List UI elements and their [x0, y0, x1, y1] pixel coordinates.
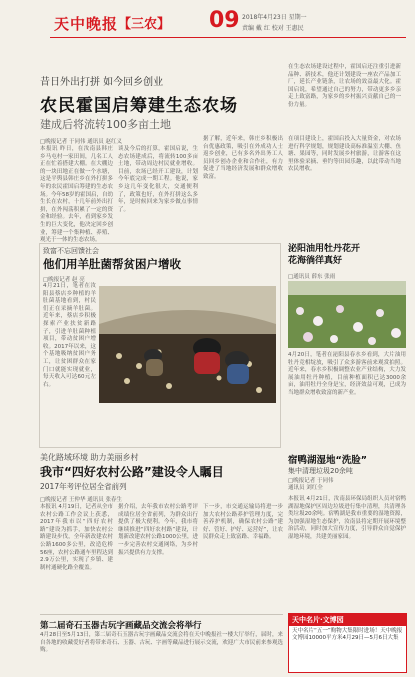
lead-byline: □晚报记者 于同伟 通讯员 赵红义: [40, 139, 122, 145]
story3-column-3: 下一步，市交通运输局将进一步加大农村公路养护管理力度，完善养护机制，确保农村公路“建好、管好、护好、运营好”，让农民群众走上致富路、幸福路。: [203, 504, 283, 541]
story3-column-2: 据介绍，去年我市农村公路考评成绩位居全省前列，为群众出行提供了极大便利。今年，我市将继续推进“四好农村路”建设，计划新改建农村公路1000公里，进一步完善农村交通网络，为乡村振兴提供有力支撑。: [118, 504, 198, 556]
wetland-byline: □晚报记者 于同伟 通讯员 刘红全: [288, 478, 334, 491]
story4-text: 4月28日至5月13日，第二届奇石玉器古玩字画藏品交流会将在天中晚报社一楼大厅举行，届时，来自各地的收藏爱好者将带来奇石、玉器、古玩、字画等藏品进行展示交流，欢迎广大市民前来参观选购。: [40, 632, 283, 654]
lead-subhead: 建成后将流转100多亩土地: [40, 118, 171, 131]
wetland-subhead: 集中清理垃圾20余吨: [288, 467, 353, 475]
ad-box[interactable]: [288, 613, 407, 673]
mushroom-greenhouse-photo: [99, 286, 276, 403]
lead-kicker: 昔日外出打拼 如今回乡创业: [40, 77, 164, 88]
lead-column-2: 谈及今后的打算，霍国启说，生态农场建成后，将流转100多亩土地，带动周边村民就业增收。目前，农场已经开工建设，计划今年底完成一期工程。他说，家乡这几年变化很大，交通便利了，政策也好，在外打拼这么多年，是时候回来为家乡做点事情了。: [118, 146, 198, 213]
masthead-rule: [50, 37, 406, 38]
story4-rule: [40, 614, 283, 615]
story3-kicker: 美化路域环境 助力美丽乡村: [40, 453, 139, 462]
peony-byline: □通讯员 薛东 张雨: [288, 274, 336, 280]
section-name: 【三农】: [118, 17, 171, 32]
ad-text: 天中名片“五一”购物大集限时进场！天中晚报文博园10000平方米4月29日—5月6日大集: [292, 628, 403, 641]
date-line: 2018年4月23日 星期一: [242, 14, 307, 21]
lead-column-4: 在项目建设上，霍国启投入大量资金，对农场进行科学规划，规划建设高标准温室大棚、鱼塘、果园等，同时发展乡村旅游，让游客在这里体验采摘、垂钓等田园乐趣，以此带动当地农民增收。: [288, 136, 401, 173]
story2-byline: □晚报记者 赵 亮: [43, 277, 85, 283]
wetland-text: 本报讯 4月21日，汝南县环保局组织人员对宿鸭湖湿地保护区周边垃圾进行集中清理，共清理各类垃圾20余吨。宿鸭湖是我市重要的湿地资源，为加强湿地生态保护，汝南县将定期开展环境整治活动，同时加大宣传力度，引导群众自觉保护湿地环境，共建美丽家园。: [288, 496, 406, 540]
right-top-text: 在生态农场建设过程中，霍国启还注重引进新品种、新技术，他还计划建设一座农产品加工厂，延长产业链条，让农场的效益最大化。霍国启说，希望通过自己的努力，带动更多乡亲走上致富路，为家乡的乡村振兴贡献自己的一份力量。: [288, 64, 401, 108]
story3-byline: □晚报记者 王仲华 通讯员 张春生: [40, 497, 122, 503]
story3-column-1: 本报讯 4月19日，记者从全市农村公路工作会议上获悉，2017年我市以“四好农村路”建设为抓手，加快农村公路建设步伐，全年新改建农村公路1600多公里，改造危桥56座，农村公路通车里程达到2.9万公里，实现了乡镇、建制村通硬化路全覆盖。: [40, 504, 113, 571]
lead-headline: 农民霍国启筹建生态农场: [40, 96, 238, 116]
lead-column-3: 据了解，近年来，韩庄乡积极出台优惠政策，吸引在外成功人士返乡创业，已有多名外出务工人员回乡创办企业和合作社，有力促进了当地经济发展和群众增收致富。: [203, 136, 283, 180]
peony-headline: 泌阳油用牡丹花开 花海徜徉真好: [288, 244, 361, 266]
story4-headline: 第二届奇石玉器古玩字画藏品交流会将举行: [40, 621, 202, 631]
editors-line: 责编 戴 红 校对 王惠民: [242, 25, 304, 32]
story2-kicker: 致富不忘回馈社会: [43, 247, 99, 255]
story3-headline: 我市“四好农村公路”建设令人瞩目: [40, 465, 224, 479]
ad-title: 天中名片·文博园: [289, 614, 406, 626]
masthead-logo: 天中晚报: [54, 15, 119, 33]
story3-subhead: 2017年考评位居全省前列: [40, 482, 127, 491]
wetland-headline: 宿鸭湖湿地“洗脸”: [288, 455, 367, 466]
peony-field-photo: [288, 281, 406, 348]
lead-column-1: 本报讯 昨日，在汝南县韩庄乡马屯村一家田间，几名工人正在忙着搭建大棚。在大棚边的一块田地正在做一个水塘，这是平舆县韩庄乡在外打拼多年的农民霍国启筹建的生态农场。今年58岁的霍国启，自幼生长在农村，十几年前外出打拼，在外闯荡积累了一定的资金和经验。去年，看到家乡发生的巨大变化，他决定回乡创业，筹建一个集种植、养殖、观光于一体的生态农场。: [40, 146, 113, 244]
peony-text: 4月20日，笔者在泌阳县春水乡看到，大片油用牡丹竞相绽放，吸引了众多游客前来观赏拍照。近年来，春水乡积极调整农业产业结构，大力发展油用牡丹种植，目前种植面积已达3000余亩，油用牡丹全身是宝，经济效益可观，已成为当地群众增收致富的新产业。: [288, 352, 406, 396]
page-number: 09: [209, 8, 240, 33]
story2-text: 4月21日，笔者在汝阳县蔡店乡种植的羊肚菌基地看到，村民们正在采摘羊肚菌。近年来，蔡店乡积极探索产业扶贫新路子，引进羊肚菌种植项目，带动贫困户增收。2017年以来，这个基地吸纳贫困户务工，让贫困群众在家门口就能实现就业，每天收入可达60元左右。: [43, 283, 96, 388]
story2-headline: 他们用羊肚菌帮贫困户增收: [43, 257, 181, 271]
